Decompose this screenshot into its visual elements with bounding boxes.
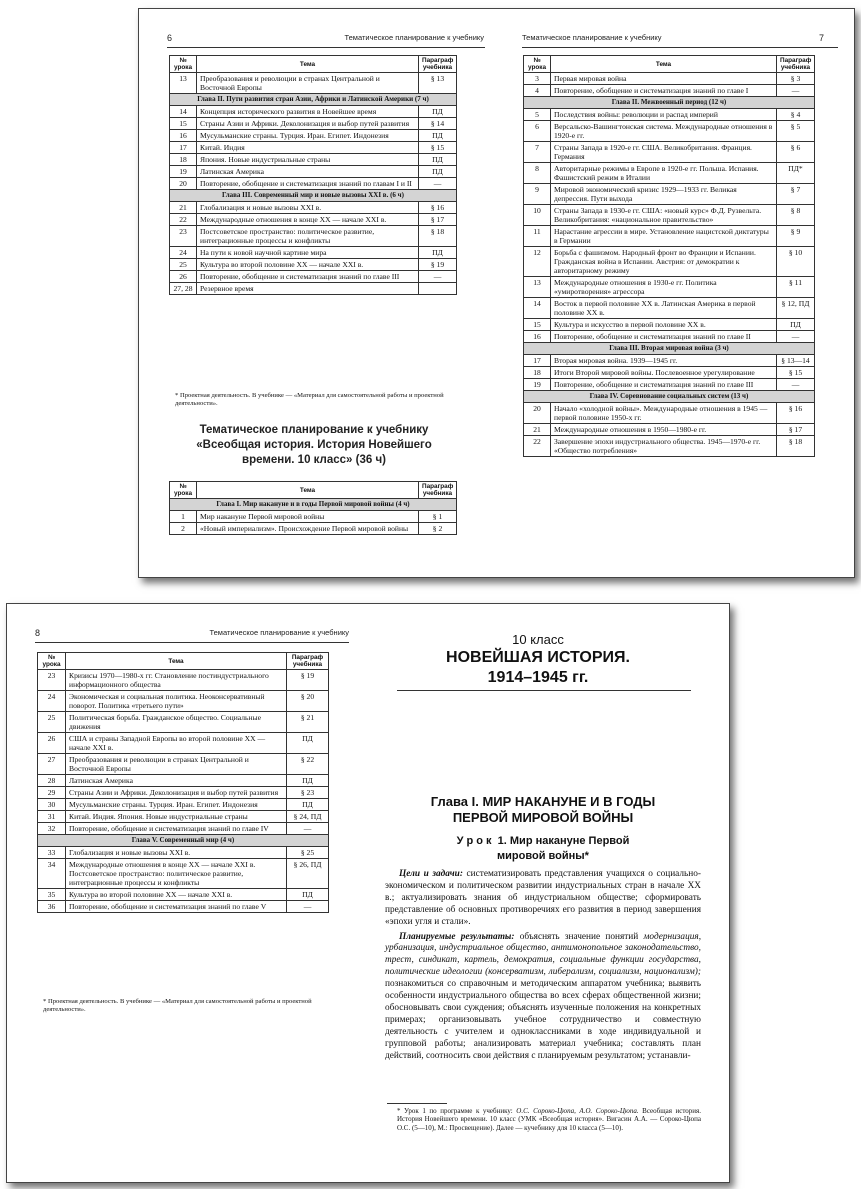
paragraph-ref: § 13—14 (777, 355, 815, 367)
paragraph-ref: § 3 (777, 73, 815, 85)
table-row (170, 214, 457, 226)
paragraph-ref: ПД (419, 130, 457, 142)
paragraph-ref: ПД (419, 166, 457, 178)
lesson-topic: Латинская Америка (197, 166, 419, 178)
paragraph-ref: ПД (419, 247, 457, 259)
table-row (38, 754, 329, 775)
lesson-topic: Страны Запада в 1920-е гг. США. Великобритания. Франция. Германия (551, 142, 777, 163)
page-6 (139, 9, 496, 577)
lesson-topic: США и страны Западной Европы во второй половине XX — начале XXI в. (66, 733, 287, 754)
running-head-text: Тематическое планирование к учебнику (522, 33, 662, 42)
paragraph-ref: — (287, 823, 329, 835)
lesson-topic: Международные отношения в 1950—1980-е гг. (551, 424, 777, 436)
lesson-number: 26 (170, 271, 197, 283)
lesson-number: 21 (170, 202, 197, 214)
paragraph-ref: § 4 (777, 109, 815, 121)
lesson-number: 2 (170, 523, 197, 535)
paragraph-ref: § 6 (777, 142, 815, 163)
paragraph-ref: — (419, 178, 457, 190)
lesson-number: 13 (524, 277, 551, 298)
footnote: * Проектная деятельность. В учебнике — «Материал для самостоятельной работы и проектной деятельности». (43, 998, 312, 1013)
lesson-topic: Концепция исторического развития в Новейшее время (197, 106, 419, 118)
table-row (524, 184, 815, 205)
plan-table (169, 55, 457, 295)
running-head-text: Тематическое планирование к учебнику (209, 628, 349, 637)
paragraph-ref: ПД (287, 733, 329, 754)
lesson-number: 30 (38, 799, 66, 811)
table-row (38, 787, 329, 799)
table-row (170, 73, 457, 94)
paragraph-ref: § 14 (419, 118, 457, 130)
lesson-topic: Восток в первой половине XX в. Латинская Америка в первой половине XX в. (551, 298, 777, 319)
lesson-topic: На пути к новой научной картине мира (197, 247, 419, 259)
paragraph-ref: § 22 (287, 754, 329, 775)
paragraph-ref: ПД (287, 799, 329, 811)
lesson-topic: Борьба с фашизмом. Народный фронт во Франции и Испании. Гражданская война в Испании. Австрия: от демократии к авторитарному режиму (551, 247, 777, 277)
table-row (38, 901, 329, 913)
lesson-number: 31 (38, 811, 66, 823)
plan-table (523, 55, 815, 457)
paragraph-ref: § 7 (777, 184, 815, 205)
lesson-topic: Первая мировая война (551, 73, 777, 85)
table-row (170, 259, 457, 271)
bottom-spread (6, 603, 730, 1183)
paragraph-ref: § 24, ПД (287, 811, 329, 823)
lesson-topic: Международные отношения в конце XX — начале XXI в. (197, 214, 419, 226)
lesson-topic: Повторение, обобщение и систематизация знаний по главе III (197, 271, 419, 283)
lesson-number: 27, 28 (170, 283, 197, 295)
paragraph-ref: § 18 (419, 226, 457, 247)
col-header-num: № урока (170, 56, 197, 73)
chapter-heading: Глава III. Вторая мировая война (3 ч) (524, 343, 815, 355)
table-row (38, 733, 329, 754)
paragraph-ref: § 15 (419, 142, 457, 154)
lesson-topic: Глобализация и новые вызовы XXI в. (197, 202, 419, 214)
results-text-a: объяснять значение понятий (519, 931, 639, 942)
paragraph-ref: ПД (419, 106, 457, 118)
table-row (38, 670, 329, 691)
table-row (170, 154, 457, 166)
lesson-number: 23 (38, 670, 66, 691)
table-row (524, 298, 815, 319)
table-row (524, 403, 815, 424)
lesson-topic: Авторитарные режимы в Европе в 1920-е гг. Польша. Испания. Фашистский режим в Италии (551, 163, 777, 184)
lesson-title-2: мировой войны* (497, 850, 589, 862)
lesson-number: 16 (170, 130, 197, 142)
lesson-topic: Мусульманские страны. Турция. Иран. Египет. Индонезия (197, 130, 419, 142)
paragraph-ref: § 5 (777, 121, 815, 142)
lesson-number: 9 (524, 184, 551, 205)
table-row (524, 319, 815, 331)
lesson-topic: Повторение, обобщение и систематизация знаний по главе III (551, 379, 777, 391)
table-subtitle: Тематическое планирование к учебнику «Всеобщая история. История Новейшего времени. 10 класс» (36 ч) (196, 424, 432, 466)
chapter-row (524, 343, 815, 355)
chapter-row (170, 190, 457, 202)
lesson-number: 15 (524, 319, 551, 331)
lesson-topic: Итоги Второй мировой войны. Послевоенное урегулирование (551, 367, 777, 379)
lesson-number: 33 (38, 847, 66, 859)
table-row (170, 271, 457, 283)
page-number: 7 (818, 33, 824, 43)
page-number: 6 (167, 33, 173, 43)
paragraph-ref: — (419, 271, 457, 283)
lesson-topic: Китай. Индия (197, 142, 419, 154)
paragraph-ref: § 26, ПД (287, 859, 329, 889)
table-row (170, 166, 457, 178)
footnote-authors: О.С. Сороко-Цюпа, А.О. Сороко-Цюпа. (516, 1107, 639, 1115)
paragraph-ref: ПД (777, 319, 815, 331)
lesson-number: 32 (38, 823, 66, 835)
lesson-number: 28 (38, 775, 66, 787)
lesson-page (363, 604, 729, 1182)
table-row (524, 367, 815, 379)
table-row (524, 121, 815, 142)
lesson-topic: Латинская Америка (66, 775, 287, 787)
paragraph-ref: § 11 (777, 277, 815, 298)
lesson-number: 20 (524, 403, 551, 424)
paragraph-ref: — (777, 379, 815, 391)
lesson-topic: Политическая борьба. Гражданское общество. Социальные движения (66, 712, 287, 733)
table-row (524, 331, 815, 343)
running-head (35, 628, 349, 638)
col-header-paragraph: Параграф учебника (419, 482, 457, 499)
paragraph-ref: § 19 (419, 259, 457, 271)
lesson-topic: Резервное время (197, 283, 419, 295)
lesson-number: 35 (38, 889, 66, 901)
table-row (170, 283, 457, 295)
paragraph-ref: § 21 (287, 712, 329, 733)
table-row (524, 226, 815, 247)
chapter-row (170, 94, 457, 106)
plan-table-2 (169, 481, 457, 535)
table-row (38, 775, 329, 787)
lesson-number: 18 (170, 154, 197, 166)
lesson-topic: Версальско-Вашингтонская система. Международные отношения в 1920-е гг. (551, 121, 777, 142)
table-row (170, 106, 457, 118)
table-row (38, 799, 329, 811)
lesson-number: 19 (524, 379, 551, 391)
table-row (524, 205, 815, 226)
lesson-topic: Кризисы 1970—1980-х гг. Становление постиндустриального информационного общества (66, 670, 287, 691)
lesson-topic: Повторение, обобщение и систематизация знаний по главам I и II (197, 178, 419, 190)
lesson-number: 26 (38, 733, 66, 754)
table-row (170, 118, 457, 130)
header-rule (35, 642, 349, 643)
plan-table (37, 652, 329, 913)
chapter-title-1: Глава I. МИР НАКАНУНЕ И В ГОДЫ (430, 794, 656, 809)
lesson-number: 7 (524, 142, 551, 163)
lesson-number: 17 (170, 142, 197, 154)
col-header-paragraph: Параграф учебника (777, 56, 815, 73)
lesson-number: 14 (170, 106, 197, 118)
class-line: 10 класс (512, 632, 564, 647)
paragraph-ref: ПД (287, 775, 329, 787)
table-row (524, 163, 815, 184)
lesson-number: 12 (524, 247, 551, 277)
table-row (524, 73, 815, 85)
paragraph-ref: § 16 (419, 202, 457, 214)
lesson-number: 13 (170, 73, 197, 94)
lesson-number: 4 (524, 85, 551, 97)
lesson-number: 20 (170, 178, 197, 190)
paragraph-ref: § 17 (777, 424, 815, 436)
table-row (38, 859, 329, 889)
paragraph-ref: § 9 (777, 226, 815, 247)
lesson-number: 22 (170, 214, 197, 226)
lesson-number: 3 (524, 73, 551, 85)
col-header-topic: Тема (551, 56, 777, 73)
table-row (524, 109, 815, 121)
table-row (170, 511, 457, 523)
lesson-topic: Страны Азии и Африки. Деколонизация и выбор путей развития (66, 787, 287, 799)
results-concepts: модернизация, урбанизация, индустриальное общество, антимонопольное законодательство, трест, синдикат, картель, демократия, социальные функции государства, политические идеологии (консерватизм, либерализм, социализм, национализм); (385, 931, 702, 978)
lesson-topic: Повторение, обобщение и систематизация знаний по главе IV (66, 823, 287, 835)
table-row (170, 202, 457, 214)
col-header-paragraph: Параграф учебника (419, 56, 457, 73)
table-row (38, 811, 329, 823)
lesson-topic: Повторение, обобщение и систематизация знаний по главе II (551, 331, 777, 343)
table-row (170, 178, 457, 190)
lesson-number: 17 (524, 355, 551, 367)
chapter-row (524, 391, 815, 403)
paragraph-ref: § 17 (419, 214, 457, 226)
table-row (524, 142, 815, 163)
lesson-number: 8 (524, 163, 551, 184)
paragraph-ref: § 2 (419, 523, 457, 535)
paragraph-ref: § 23 (287, 787, 329, 799)
lesson-body (385, 869, 701, 1066)
lesson-topic: Экономическая и социальная политика. Неоконсервативный поворот. Политика «третьего пути» (66, 691, 287, 712)
goals-label: Цели и задачи: (399, 869, 463, 879)
header-rule (522, 47, 838, 48)
chapter-heading: Глава V. Современный мир (4 ч) (38, 835, 329, 847)
chapter-title-2: ПЕРВОЙ МИРОВОЙ ВОЙНЫ (452, 810, 634, 825)
col-header-num: № урока (524, 56, 551, 73)
lesson-topic: Культура и искусство в первой половине XX в. (551, 319, 777, 331)
table-row (38, 847, 329, 859)
lesson-number: 6 (524, 121, 551, 142)
table-row (38, 712, 329, 733)
lesson-number: 21 (524, 424, 551, 436)
paragraph-ref: § 16 (777, 403, 815, 424)
lesson-number: 15 (170, 118, 197, 130)
paragraph-ref: ПД (419, 154, 457, 166)
lesson-number: 19 (170, 166, 197, 178)
col-header-topic: Тема (197, 56, 419, 73)
table-row (170, 130, 457, 142)
paragraph-ref: — (777, 331, 815, 343)
lesson-number: 34 (38, 859, 66, 889)
footnote-text-a: * Урок 1 по программе к учебнику: (397, 1107, 513, 1115)
paragraph-ref: § 18 (777, 436, 815, 457)
table-row (170, 142, 457, 154)
lesson-number: 27 (38, 754, 66, 775)
lesson-number: 5 (524, 109, 551, 121)
header-rule (167, 47, 485, 48)
results-label: Планируемые результаты: (399, 931, 515, 942)
lesson-topic: Преобразования и революции в странах Центральной и Восточной Европы (197, 73, 419, 94)
paragraph-ref: § 8 (777, 205, 815, 226)
chapter-heading: Глава II. Межвоенный период (12 ч) (524, 97, 815, 109)
paragraph-ref: — (287, 901, 329, 913)
chapter-heading: Глава IV. Соревнование социальных систем (13 ч) (524, 391, 815, 403)
paragraph-ref: § 10 (777, 247, 815, 277)
lesson-topic: Культура во второй половине XX — начале XXI в. (66, 889, 287, 901)
lesson-topic: Культура во второй половине XX — начале XXI в. (197, 259, 419, 271)
table-row (170, 226, 457, 247)
paragraph-ref: § 20 (287, 691, 329, 712)
lesson-number: 25 (170, 259, 197, 271)
lesson-topic: Международные отношения в конце XX — начале XXI в. Постсоветское пространство: политическое развитие, интеграционные процессы и конфликты (66, 859, 287, 889)
chapter-heading: Глава II. Пути развития стран Азии, Африки и Латинской Америки (7 ч) (170, 94, 457, 106)
lesson-topic: Страны Запада в 1930-е гг. США: «новый курс» Ф.Д. Рузвельта. Великобритания: «национальное правительство» (551, 205, 777, 226)
chapter-row (170, 499, 457, 511)
lesson-topic: Китай. Индия. Япония. Новые индустриальные страны (66, 811, 287, 823)
paragraph-ref (419, 283, 457, 295)
results-text-b: познакомиться со справочным и методическим аппаратом учебника; выявить особенности индустриального общества во всех сферах общественной жизни; обосновывать свои суждения; объяснять изученные положения на конкретных примерах; организовывать учебное сотрудничество и совместную деятельность с учителем и одноклассниками в ходе индивидуальной и групповой работы; анализировать материал учебника; составлять план действий, соотносить свои действия с планируемым результатом; устанавли- (385, 979, 701, 1061)
lesson-number: 29 (38, 787, 66, 799)
table-row (524, 247, 815, 277)
chapter-row (38, 835, 329, 847)
lesson-number: 22 (524, 436, 551, 457)
lesson-footnote (397, 1107, 701, 1132)
col-header-num: № урока (38, 653, 66, 670)
lesson-title-1: У р о к 1. Мир накануне Первой (456, 835, 630, 847)
goals-text: систематизировать представления учащихся о социально-экономическом и политическом развитии индустриальных стран в начале XX в.; актуализировать знания об индустриальном обществе; сформировать представление об основных противоречиях его развития в период завершения «эпохи угля и стали». (385, 869, 701, 927)
lesson-topic: Преобразования и революции в странах Центральной и Восточной Европы (66, 754, 287, 775)
running-head (522, 33, 824, 43)
footnote-rule (387, 1103, 447, 1104)
chapter-heading: Глава III. Современный мир и новые вызовы XXI в. (6 ч) (170, 190, 457, 202)
lesson-topic: Вторая мировая война. 1939—1945 гг. (551, 355, 777, 367)
lesson-topic: Япония. Новые индустриальные страны (197, 154, 419, 166)
lesson-topic: Глобализация и новые вызовы XXI в. (66, 847, 287, 859)
running-head-text: Тематическое планирование к учебнику (344, 33, 484, 42)
paragraph-ref: § 1 (419, 511, 457, 523)
table-row (170, 523, 457, 535)
running-head (167, 33, 484, 43)
goals-paragraph (385, 869, 701, 929)
lesson-number: 23 (170, 226, 197, 247)
lesson-number: 10 (524, 205, 551, 226)
top-spread (138, 8, 855, 578)
lesson-topic: Международные отношения в 1930-е гг. Политика «умиротворения» агрессора (551, 277, 777, 298)
paragraph-ref: § 25 (287, 847, 329, 859)
chapter-heading: Глава I. Мир накануне и в годы Первой мировой войны (4 ч) (170, 499, 457, 511)
table-row (38, 889, 329, 901)
paragraph-ref: ПД* (777, 163, 815, 184)
lesson-topic: Нарастание агрессии в мире. Установление нацистской диктатуры в Германии (551, 226, 777, 247)
table-row (38, 823, 329, 835)
paragraph-ref: § 19 (287, 670, 329, 691)
page-number: 8 (35, 628, 41, 638)
lesson-number: 36 (38, 901, 66, 913)
lesson-topic: «Новый империализм». Происхождение Первой мировой войны (197, 523, 419, 535)
section-title-1: НОВЕЙШАЯ ИСТОРИЯ. (446, 649, 630, 666)
lesson-topic: Страны Азии и Африки. Деколонизация и выбор путей развития (197, 118, 419, 130)
lesson-number: 25 (38, 712, 66, 733)
lesson-topic: Мусульманские страны. Турция. Иран. Египет. Индонезия (66, 799, 287, 811)
paragraph-ref: § 13 (419, 73, 457, 94)
paragraph-ref: — (777, 85, 815, 97)
lesson-number: 18 (524, 367, 551, 379)
footnote-text-b: Всеобщая история. История Новейшего времени. 10 класс (УМК «Всеобщая история». Вигасин А.А. — Сороко-Цюпа О.С. (5—10), М.: Просвещение). Далее — кучебнику для 10 класса (5—10). (397, 1107, 702, 1132)
table-row (524, 277, 815, 298)
page-8 (7, 604, 363, 1182)
lesson-topic: Начало «холодной войны». Международные отношения в 1945 — первой половине 1950-х гг. (551, 403, 777, 424)
col-header-num: № урока (170, 482, 197, 499)
lesson-topic: Мир накануне Первой мировой войны (197, 511, 419, 523)
table-row (524, 436, 815, 457)
table-row (38, 691, 329, 712)
lesson-topic: Последствия войны: революции и распад империй (551, 109, 777, 121)
lesson-topic: Повторение, обобщение и систематизация знаний по главе I (551, 85, 777, 97)
lesson-number: 11 (524, 226, 551, 247)
results-paragraph (385, 932, 701, 1063)
table-row (524, 85, 815, 97)
table-row (524, 424, 815, 436)
table-row (170, 247, 457, 259)
paragraph-ref: § 15 (777, 367, 815, 379)
lesson-number: 24 (170, 247, 197, 259)
paragraph-ref: ПД (287, 889, 329, 901)
lesson-number: 24 (38, 691, 66, 712)
page-7 (496, 9, 854, 577)
col-header-paragraph: Параграф учебника (287, 653, 329, 670)
lesson-topic: Мировой экономический кризис 1929—1933 гг. Великая депрессия. Пути выхода (551, 184, 777, 205)
lesson-number: 14 (524, 298, 551, 319)
paragraph-ref: § 12, ПД (777, 298, 815, 319)
lesson-number: 1 (170, 511, 197, 523)
table-row (524, 379, 815, 391)
section-title-2: 1914–1945 гг. (487, 669, 589, 686)
lesson-topic: Завершение эпохи индустриального общества. 1945—1970-е гг. «Общество потребления» (551, 436, 777, 457)
table-row (524, 355, 815, 367)
title-rule (397, 690, 691, 691)
lesson-topic: Постсоветское пространство: политическое развитие, интеграционные процессы и конфликты (197, 226, 419, 247)
footnote: * Проектная деятельность. В учебнике — «Материал для самостоятельной работы и проектной деятельности». (175, 392, 444, 407)
lesson-topic: Повторение, обобщение и систематизация знаний по главе V (66, 901, 287, 913)
col-header-topic: Тема (197, 482, 419, 499)
col-header-topic: Тема (66, 653, 287, 670)
lesson-number: 16 (524, 331, 551, 343)
chapter-row (524, 97, 815, 109)
